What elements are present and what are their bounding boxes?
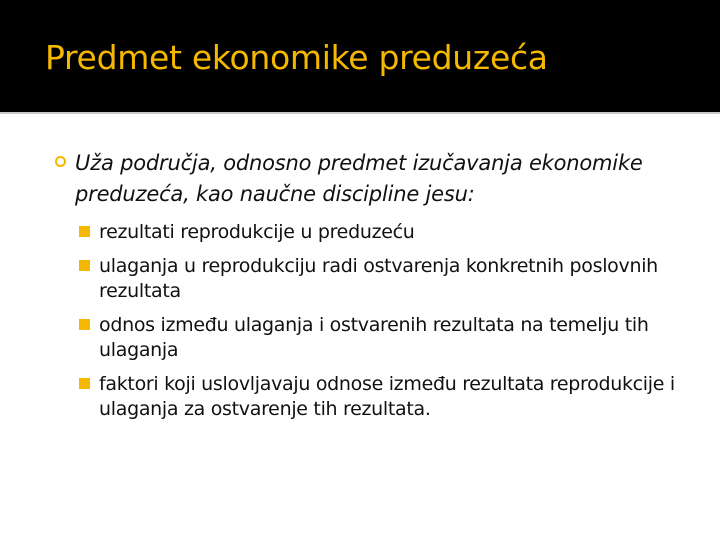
hollow-circle-icon [55,156,66,167]
square-bullet-icon [79,378,90,389]
list-item-text: ulaganja u reprodukciju radi ostvarenja konkretnih poslovnih rezultata [99,255,658,302]
list-item [99,254,679,304]
bullet-list [0,220,720,422]
list-item-text: rezultati reprodukcije u preduzeću [99,221,415,243]
square-bullet-icon [79,260,90,271]
slide-content [0,148,720,431]
intro-text: Uža područja, odnosno predmet izučavanja ekonomike preduzeća, kao naučne discipline jesu: [75,151,643,206]
square-bullet-icon [79,319,90,330]
list-item [99,313,679,363]
intro-paragraph [75,148,675,210]
list-item [99,220,679,245]
slide-title: Predmet ekonomike preduzeća [45,38,548,77]
list-item-text: odnos između ulaganja i ostvarenih rezultata na temelju tih ulaganja [99,314,649,361]
square-bullet-icon [79,226,90,237]
list-item-text: faktori koji uslovljavaju odnose između rezultata reprodukcije i ulaganja za ostvarenje tih rezultata. [99,373,675,420]
title-divider [0,112,720,114]
list-item [99,372,679,422]
